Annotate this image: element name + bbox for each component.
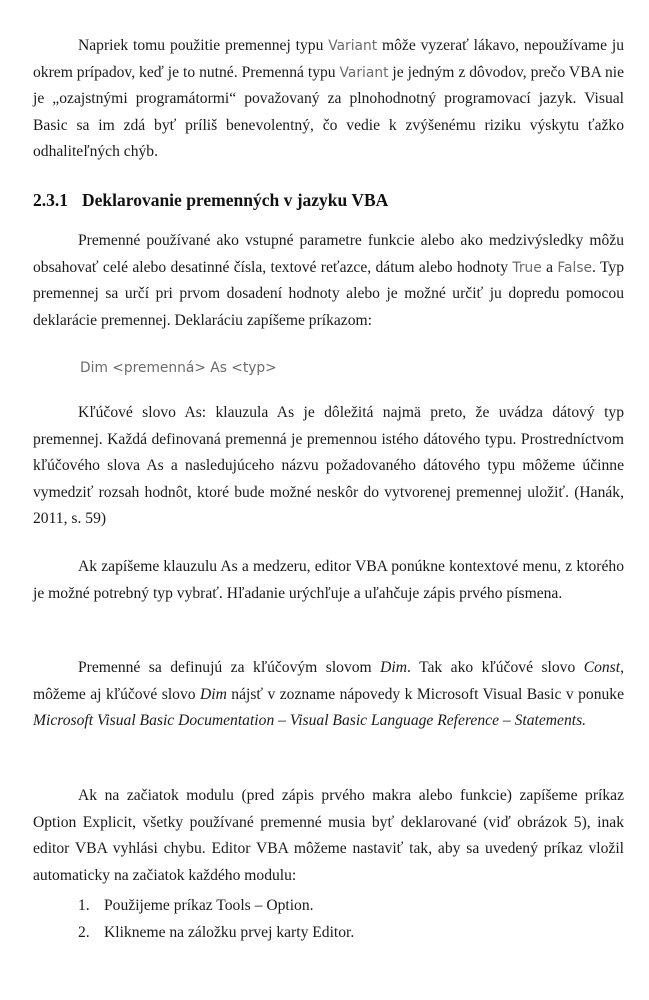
list-item: [78, 893, 354, 920]
keyword-dim: Dim: [380, 659, 407, 676]
text: nájsť v zozname nápovedy k Microsoft Visual Basic v ponuke: [226, 685, 625, 703]
menu-path: Microsoft Visual Basic Documentation – Visual Basic Language Reference – Statements.: [33, 712, 587, 729]
list-text: Klikneme na záložku prvej karty Editor.: [104, 923, 355, 941]
paragraph-variable-types: [33, 228, 624, 334]
text: . Typ premennej sa určí pri prvom dosadení hodnoty alebo je možné určiť ju dopredu pomocou deklarácie premennej. Deklaráciu zapíšeme príkazom:: [33, 258, 624, 329]
section-title: Deklarovanie premenných v jazyku VBA: [82, 190, 389, 210]
list-number: 1.: [78, 897, 90, 914]
text: Premenné sa definujú za kľúčovým slovom: [78, 659, 381, 676]
text: môže vyzerať lákavo, nepoužívame ju okrem prípadov, keď je to nutné. Premenná typu: [33, 37, 624, 81]
text: je jedným z dôvodov, prečo VBA nie je „ozajstnými programátormi“ považovaný za plnohodnotný programovací jazyk. Visual Basic sa im zdá byť príliš benevolentný, čo vedie k zvýšenému riziku výskytu ťažko odhaliteľných chýb.: [33, 63, 624, 160]
paragraph-variant: [33, 33, 624, 166]
paragraph-as-keyword: Kľúčové slovo As: klauzula As je dôležitá najmä preto, že uvádza dátový typ premennej. Každá definovaná premenná je premennou istého dátového typu. Prostredníctvom kľúčového slova As a nasledujúceho názvu požadovaného dátového typu môžeme účinne vymedziť rozsah hodnôt, ktoré bude možné neskôr do vytvorenej premennej uložiť. (Hanák, 2011, s. 59): [33, 404, 624, 527]
paragraph-option-explicit: Ak na začiatok modulu (pred zápis prvého makra alebo funkcie) zapíšeme príkaz Option Explicit, všetky používané premenné musia byť deklarované (viď obrázok 5), inak editor VBA vyhlási chybu. Editor VBA môžeme nastaviť tak, aby sa uvedený príkaz vložil automaticky na začiatok každého modulu:: [33, 787, 624, 884]
code-false: False: [557, 259, 592, 276]
text: Napriek tomu použitie premennej typu: [78, 37, 329, 54]
paragraph-dim-keyword: [33, 655, 624, 735]
section-number: 2.3.1: [33, 190, 68, 210]
list-item: [78, 920, 354, 947]
section-heading: [33, 187, 388, 213]
code-variant: Variant: [328, 38, 378, 54]
steps-list: [78, 893, 354, 946]
text: a: [541, 258, 558, 276]
list-number: 2.: [78, 923, 90, 941]
text: . Tak ako kľúčové slovo: [407, 659, 584, 676]
list-text: Použijeme príkaz Tools – Option.: [104, 897, 314, 914]
paragraph-context-menu: Ak zapíšeme klauzulu As a medzeru, editor VBA ponúkne kontextové menu, z ktorého je možné potrebný typ vybrať. Hľadanie urýchľuje a uľahčuje zápis prvého písmena.: [33, 558, 624, 602]
code-example: Dim <premenná> As <typ>: [80, 360, 277, 376]
code-variant: Variant: [339, 64, 389, 81]
code-true: True: [512, 259, 542, 276]
text: Premenné používané ako vstupné parametre funkcie alebo ako medzivýsledky môžu obsahovať celé alebo desatinné čísla, textové reťazce, dátum alebo hodnoty: [33, 232, 624, 276]
keyword-const: Const: [583, 659, 621, 676]
text: , môžeme aj kľúčové slovo: [33, 659, 624, 703]
keyword-dim: Dim: [200, 685, 227, 703]
